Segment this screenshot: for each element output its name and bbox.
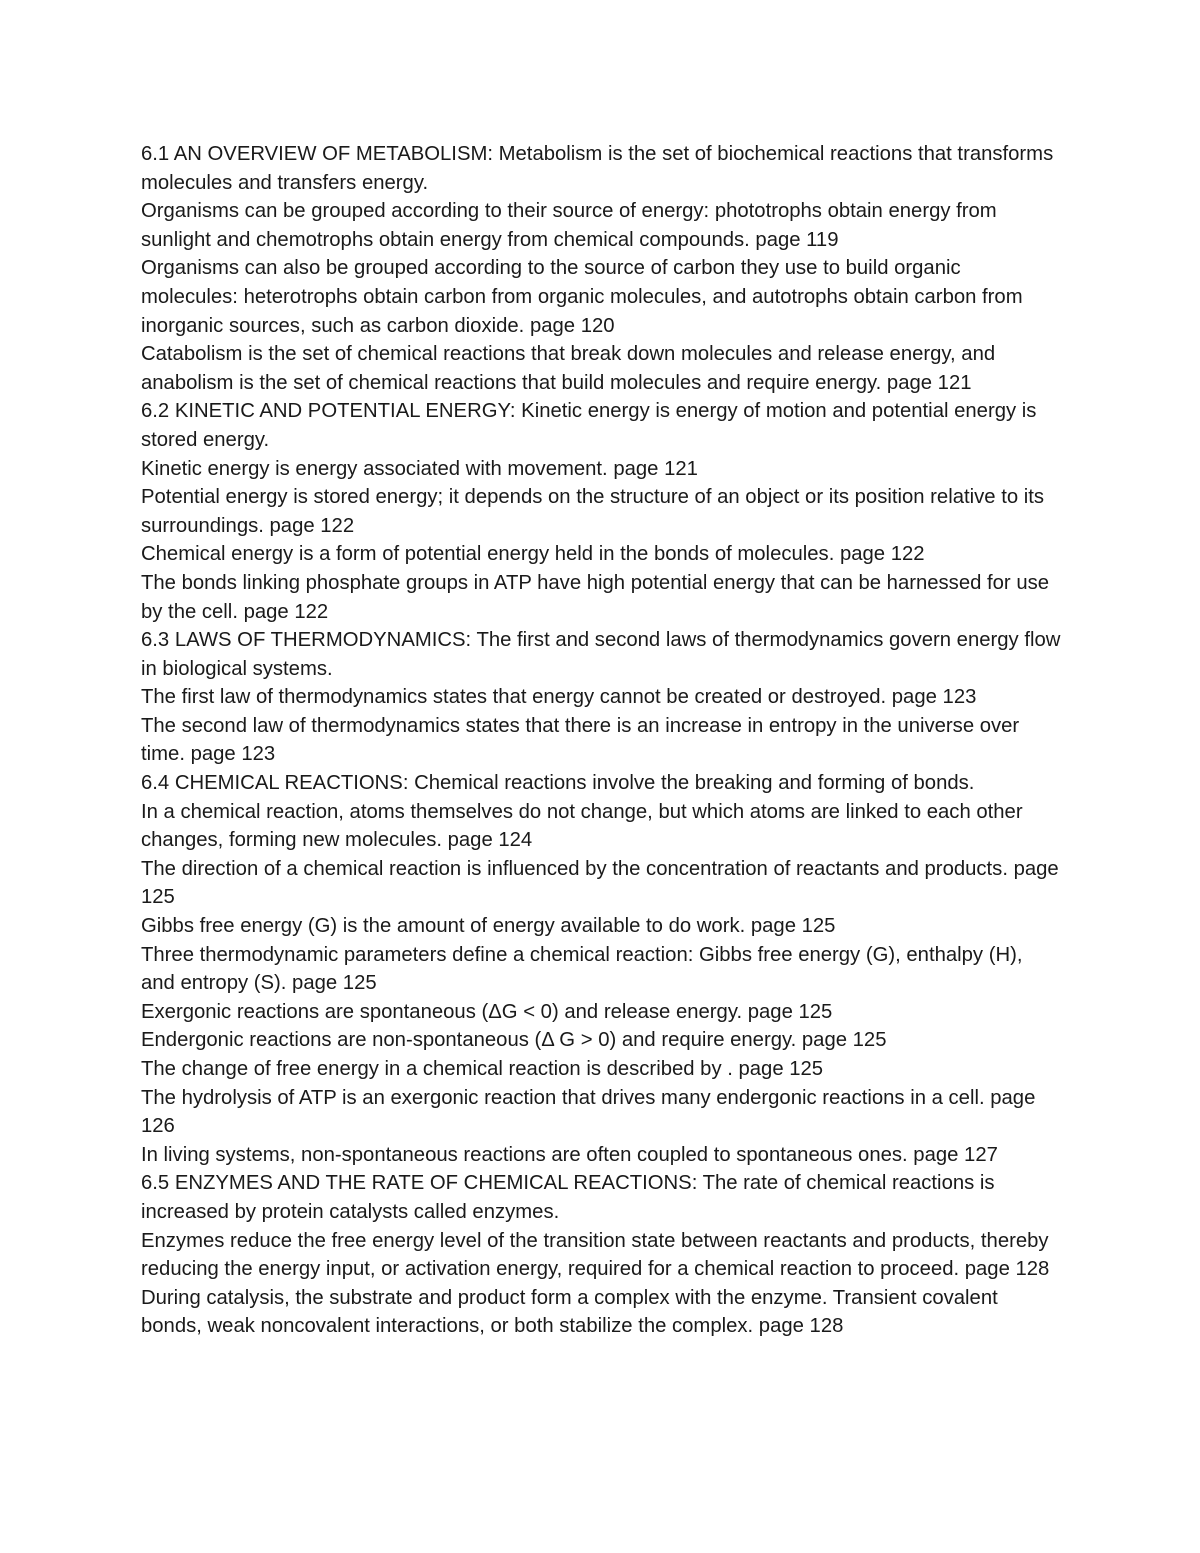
section-heading-6-2: 6.2 KINETIC AND POTENTIAL ENERGY: Kinetic energy is energy of motion and potential energy is stored energy. bbox=[141, 400, 1037, 451]
text-line: Exergonic reactions are spontaneous (ΔG < 0) and release energy. page 125 bbox=[141, 1000, 833, 1023]
text-line: Three thermodynamic parameters define a chemical reaction: Gibbs free energy (G), enthalpy (H), and entropy (S). page 125 bbox=[141, 943, 1023, 995]
text-line: The bonds linking phosphate groups in ATP have high potential energy that can be harnessed for use by the cell. page 122 bbox=[141, 571, 1050, 623]
text-line: Organisms can also be grouped according to the source of carbon they use to build organic molecules: heterotrophs obtain carbon from organic molecules, and autotrophs obtain carbon from inorganic sources, such as carbon dioxide. page 120 bbox=[141, 257, 1023, 337]
text-line: In a chemical reaction, atoms themselves do not change, but which atoms are linked to each other changes, forming new molecules. page 124 bbox=[141, 800, 1023, 852]
text-line: Endergonic reactions are non-spontaneous (Δ G > 0) and require energy. page 125 bbox=[141, 1029, 887, 1052]
text-line: The hydrolysis of ATP is an exergonic reaction that drives many endergonic reactions in a cell. page 126 bbox=[141, 1086, 1036, 1138]
section-heading-6-3: 6.3 LAWS OF THERMODYNAMICS: The first and second laws of thermodynamics govern energy flow in biological systems. bbox=[141, 629, 1061, 680]
section-heading-6-1: 6.1 AN OVERVIEW OF METABOLISM: Metabolism is the set of biochemical reactions that transforms molecules and transfers energy. bbox=[141, 143, 1054, 194]
text-line: Chemical energy is a form of potential energy held in the bonds of molecules. page 122 bbox=[141, 543, 925, 566]
text-line: Gibbs free energy (G) is the amount of energy available to do work. page 125 bbox=[141, 915, 836, 938]
text-line: Enzymes reduce the free energy level of the transition state between reactants and products, thereby reducing the energy input, or activation energy, required for a chemical reaction to proceed. page 128 bbox=[141, 1229, 1050, 1281]
text-line: Potential energy is stored energy; it depends on the structure of an object or its position relative to its surroundings. page 122 bbox=[141, 486, 1045, 537]
text-line: The first law of thermodynamics states that energy cannot be created or destroyed. page 123 bbox=[141, 686, 977, 709]
text-line: The direction of a chemical reaction is influenced by the concentration of reactants and products. page 125 bbox=[141, 857, 1059, 909]
text-line: In living systems, non-spontaneous reactions are often coupled to spontaneous ones. page 127 bbox=[141, 1143, 998, 1166]
document-body bbox=[141, 140, 1061, 1341]
text-line: The second law of thermodynamics states that there is an increase in entropy in the universe over time. page 123 bbox=[141, 714, 1020, 766]
text-line: The change of free energy in a chemical reaction is described by . page 125 bbox=[141, 1058, 824, 1080]
text-line: Kinetic energy is energy associated with movement. page 121 bbox=[141, 457, 698, 480]
section-heading-6-5: 6.5 ENZYMES AND THE RATE OF CHEMICAL REACTIONS: The rate of chemical reactions is increased by protein catalysts called enzymes. bbox=[141, 1172, 995, 1223]
text-line: During catalysis, the substrate and product form a complex with the enzyme. Transient covalent bonds, weak noncovalent interactions, or both stabilize the complex. page 128 bbox=[141, 1286, 998, 1338]
section-heading-6-4: 6.4 CHEMICAL REACTIONS: Chemical reactions involve the breaking and forming of bonds. bbox=[141, 772, 975, 795]
text-line: Organisms can be grouped according to their source of energy: phototrophs obtain energy from sunlight and chemotrophs obtain energy from chemical compounds. page 119 bbox=[141, 200, 997, 251]
text-line: Catabolism is the set of chemical reactions that break down molecules and release energy, and anabolism is the set of chemical reactions that build molecules and require energy. page 121 bbox=[141, 343, 996, 394]
